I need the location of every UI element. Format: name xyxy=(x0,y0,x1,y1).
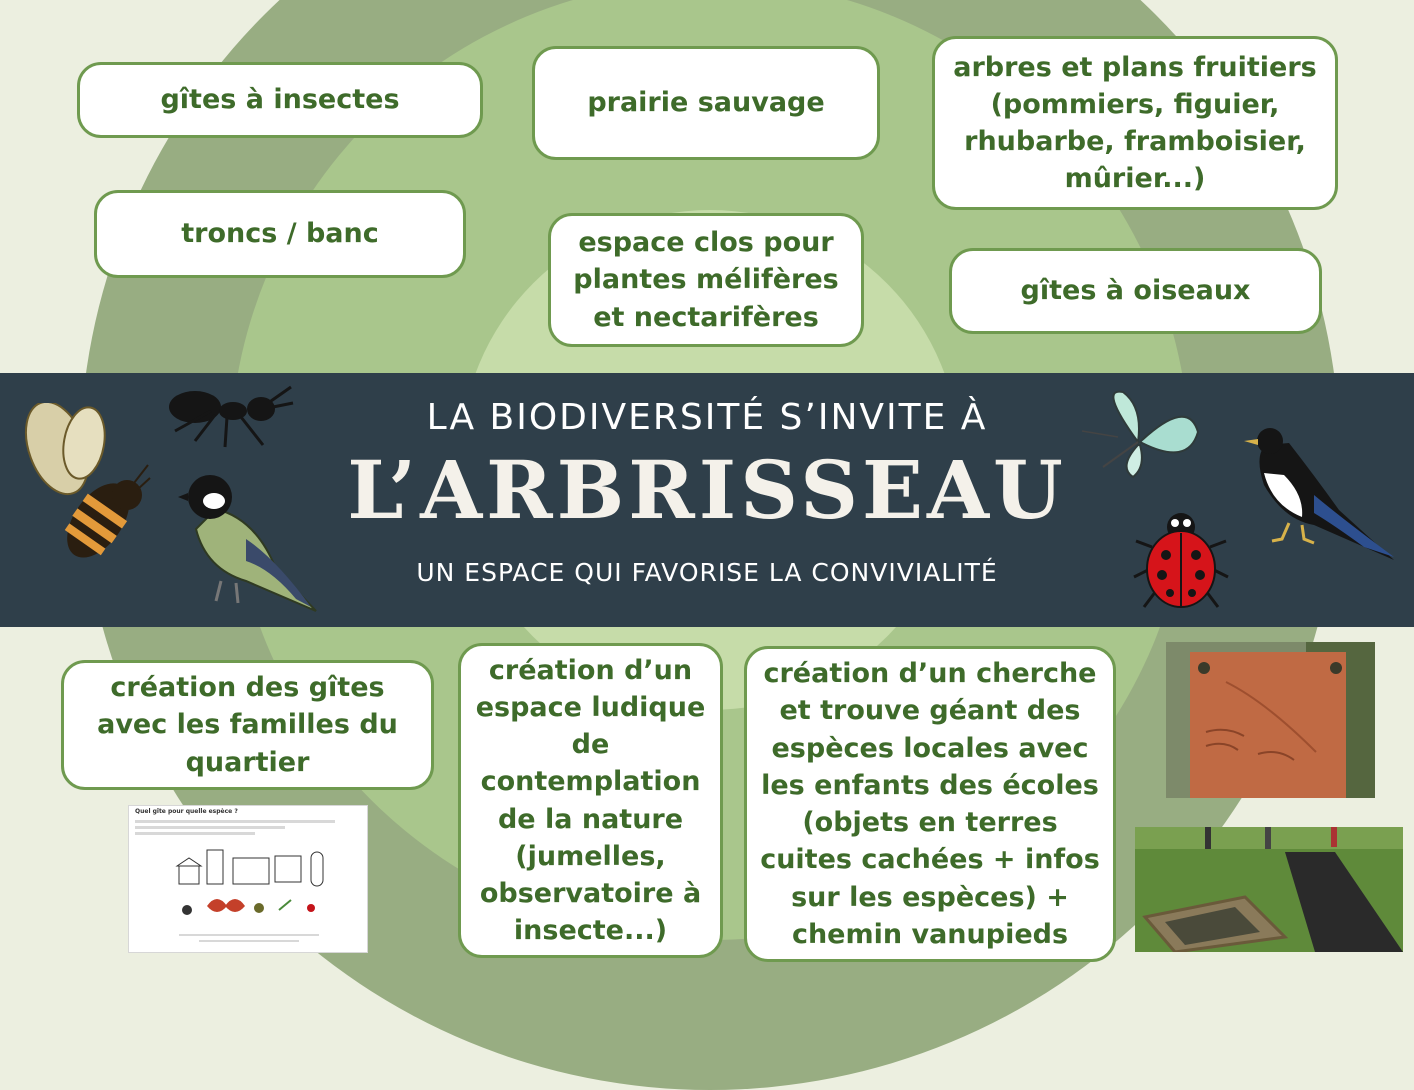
ladybug-icon xyxy=(1132,507,1230,613)
magpie-icon xyxy=(1244,425,1399,560)
card-logs-bench xyxy=(94,190,466,278)
card-enclosed-space-text: espace clos pour plantes mélifères et nectarifères xyxy=(573,227,839,333)
terracotta-plaque-photo xyxy=(1166,642,1375,798)
card-bird-homes xyxy=(949,248,1322,334)
barefoot-path-photo xyxy=(1135,827,1403,952)
bee-icon xyxy=(22,403,152,568)
terracotta-plaque-image xyxy=(1166,642,1375,798)
banner-subtitle: UN ESPACE QUI FAVORISE LA CONVIVIALITÉ xyxy=(416,558,998,587)
barefoot-path-image xyxy=(1135,827,1403,952)
card-families-homes-text: création des gîtes avec les familles du quartier xyxy=(97,672,398,778)
document-thumbnail xyxy=(128,805,368,953)
card-seek-and-find xyxy=(744,646,1116,962)
card-fruit-trees-text: arbres et plans fruitiers (pommiers, figuier, rhubarbe, framboisier, mûrier...) xyxy=(953,51,1317,195)
card-wild-meadow-text: prairie sauvage xyxy=(587,87,825,119)
great-tit-bird-icon xyxy=(176,469,326,617)
butterfly-icon xyxy=(1078,387,1203,482)
card-enclosed-space xyxy=(548,213,864,347)
card-playful-space xyxy=(458,643,723,958)
banner-top-line: LA BIODIVERSITÉ S’INVITE À xyxy=(426,397,988,438)
card-seek-and-find-text: création d’un cherche et trouve géant des espèces locales avec les enfants des écoles (objets en terres cuites cachées + infos sur les espèces) + chemin vanupieds xyxy=(760,658,1100,950)
ant-icon xyxy=(155,381,295,453)
card-logs-bench-text: troncs / banc xyxy=(181,218,379,250)
card-insect-homes xyxy=(77,62,483,138)
card-families-homes xyxy=(61,660,434,790)
title-banner xyxy=(0,373,1414,627)
insect-homes-illustration-icon xyxy=(129,806,369,954)
card-fruit-trees xyxy=(932,36,1338,210)
document-thumbnail-title: Quel gîte pour quelle espèce ? xyxy=(135,808,238,815)
banner-title: L’ARBRISSEAU xyxy=(347,443,1067,537)
card-wild-meadow xyxy=(532,46,880,160)
card-insect-homes-text: gîtes à insectes xyxy=(160,84,400,116)
card-bird-homes-text: gîtes à oiseaux xyxy=(1020,275,1251,307)
card-playful-space-text: création d’un espace ludique de contemplation de la nature (jumelles, observatoire à insecte...) xyxy=(475,654,706,947)
